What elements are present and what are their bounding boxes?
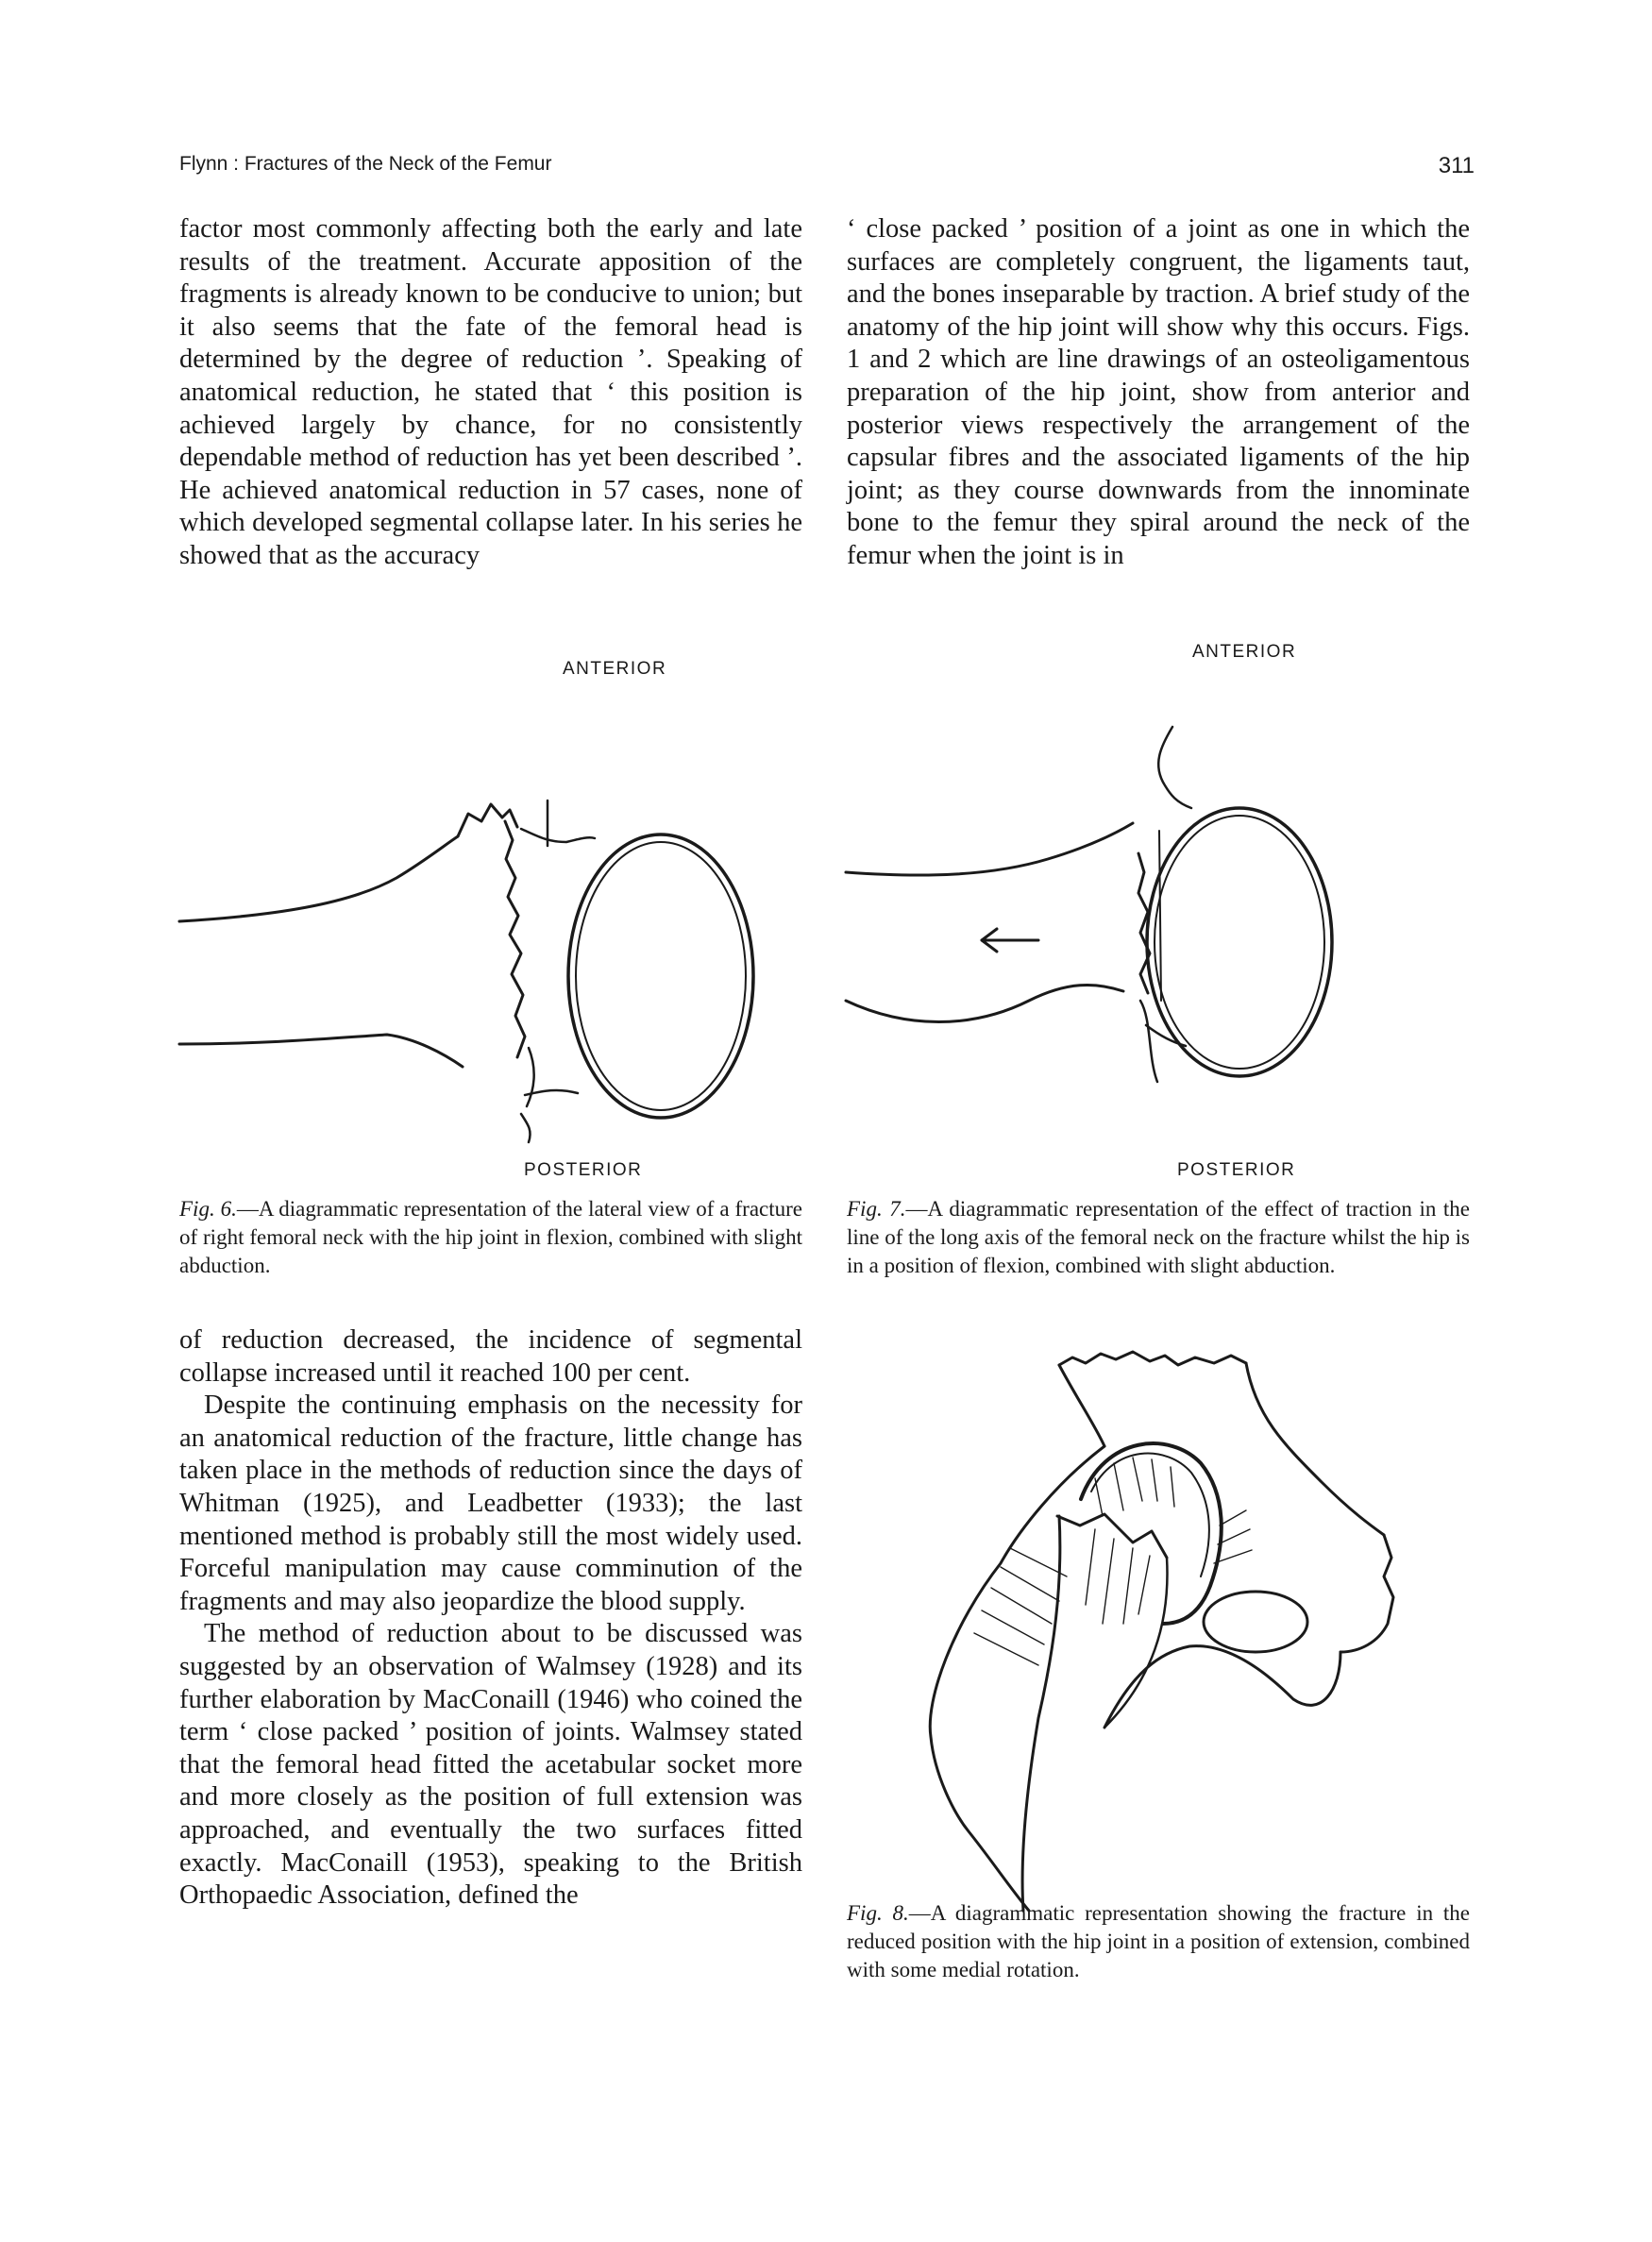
paragraph: Despite the continuing emphasis on the necessity for an anatomical reduction of the fracture, little change has taken place in the methods of reduction since the days of Whitman (1925), and Leadbetter (1933); the last mentioned method is probably still the most widely used. Forceful manipulation may cause comminution of the fragments and may also jeopardize the blood supply. (179, 1391, 802, 1616)
fig7-caption-number: Fig. 7. (847, 1197, 906, 1221)
running-title: Flynn : Fractures of the Neck of the Femur (179, 153, 552, 175)
fig6-caption-text: —A diagrammatic representation of the lateral view of a fracture of right femoral neck with the hip joint in flexion, combined with slight abduction. (179, 1197, 802, 1277)
paragraph: factor most commonly affecting both the early and late results of the treatment. Accurate apposition of the fragments is already known to be conducive to union; but it also seems that the fate of the femoral head is determined by the degree of reduction ’. Speaking of anatomical reduction, he stated that ‘ this position is achieved largely by chance, for no consistently dependable method of reduction has yet been described ’. He achieved anatomical reduction in 57 cases, none of which developed segmental collapse later. In his series he showed that as the accuracy (179, 214, 802, 570)
fig8-caption-text: —A diagrammatic representation showing the fracture in the reduced position with the hip joint in a position of extension, combined with some medial rotation. (847, 1901, 1470, 1981)
fig8-caption-number: Fig. 8. (847, 1901, 909, 1925)
fig6-caption (179, 1195, 802, 1280)
left-column-top (179, 213, 802, 573)
right-column-top (847, 213, 1470, 573)
fig8-caption (847, 1899, 1470, 1984)
fig6-posterior-label: POSTERIOR (524, 1160, 643, 1180)
running-head (179, 153, 1475, 185)
fig7-caption-text: —A diagrammatic representation of the effect of traction in the line of the long axis of the femoral neck on the fracture whilst the hip is in a position of flexion, combined with slight abduction. (847, 1197, 1470, 1277)
fig7-caption (847, 1195, 1470, 1280)
fig8-drawing (850, 1340, 1416, 1926)
paragraph: The method of reduction about to be discussed was suggested by an observation of Walmsey (1928) and its further elaboration by MacConaill (1946) who coined the term ‘ close packed ’ position of joints. Walmsey stated that the femoral head fitted the acetabular socket more and more closely as the position of full extension was approached, and eventually the two surfaces fitted exactly. MacConaill (1953), speaking to the British Orthopaedic Association, defined the (179, 1619, 802, 1911)
page-number: 311 (1438, 153, 1475, 178)
paragraph: ‘ close packed ’ position of a joint as one in which the surfaces are completely congruent, the ligaments taut, and the bones inseparable by traction. A brief study of the anatomy of the hip joint will show why this occurs. Figs. 1 and 2 which are line drawings of an osteoligamentous preparation of the hip joint, show from anterior and posterior views respectively the arrangement of the capsular fibres and the associated ligaments of the hip joint; as they course downwards from the innominate bone to the femur they spiral around the neck of the femur when the joint is in (847, 214, 1470, 570)
fig7-drawing (840, 717, 1350, 1114)
fig6-drawing (170, 755, 755, 1152)
left-column-bottom (179, 1324, 802, 1913)
paragraph: of reduction decreased, the incidence of segmental collapse increased until it reached 100 per cent. (179, 1325, 802, 1388)
fig7-posterior-label: POSTERIOR (1177, 1160, 1296, 1180)
fig7-anterior-label: ANTERIOR (1192, 642, 1297, 662)
fig6-caption-number: Fig. 6. (179, 1197, 237, 1221)
fig6-anterior-label: ANTERIOR (563, 659, 667, 679)
